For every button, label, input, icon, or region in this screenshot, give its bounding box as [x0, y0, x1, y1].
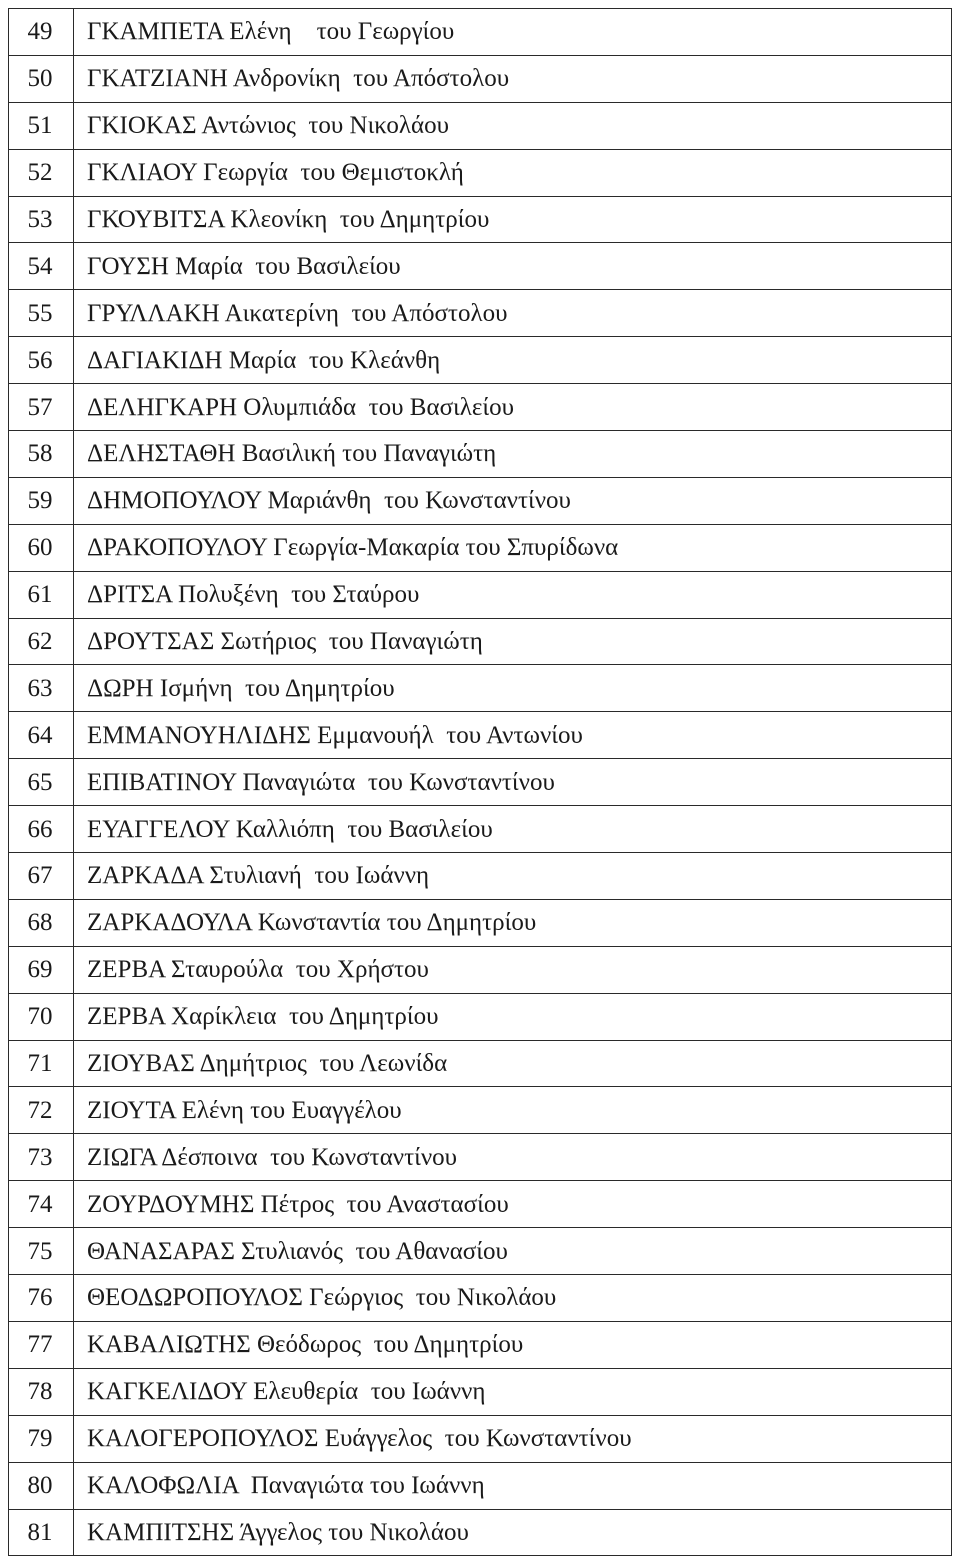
table-row: [9, 1321, 952, 1368]
table-row: [9, 1275, 952, 1322]
row-number: 58: [9, 431, 74, 478]
row-number: 73: [9, 1134, 74, 1181]
person-name: ΖΙΟΥΒΑΣ Δημήτριος του Λεωνίδα: [74, 1040, 952, 1087]
row-number: 65: [9, 759, 74, 806]
table-row: [9, 1462, 952, 1509]
table-row: [9, 384, 952, 431]
table-row: [9, 524, 952, 571]
table-row: [9, 196, 952, 243]
table-row: [9, 149, 952, 196]
person-name: ΔΩΡΗ Ισμήνη του Δημητρίου: [74, 665, 952, 712]
row-number: 53: [9, 196, 74, 243]
row-number: 72: [9, 1087, 74, 1134]
person-name: ΖΕΡΒΑ Χαρίκλεια του Δημητρίου: [74, 993, 952, 1040]
person-name: ΖΙΩΓΑ Δέσποινα του Κωνσταντίνου: [74, 1134, 952, 1181]
row-number: 66: [9, 806, 74, 853]
table-row: [9, 806, 952, 853]
person-name: ΓΚΛΙΑΟΥ Γεωργία του Θεμιστοκλή: [74, 149, 952, 196]
table-row: [9, 290, 952, 337]
person-name: ΖΕΡΒΑ Σταυρούλα του Χρήστου: [74, 946, 952, 993]
row-number: 51: [9, 102, 74, 149]
row-number: 78: [9, 1368, 74, 1415]
row-number: 75: [9, 1228, 74, 1275]
table-row: [9, 1509, 952, 1556]
row-number: 74: [9, 1181, 74, 1228]
table-row: [9, 102, 952, 149]
person-name: ΖΟΥΡΔΟΥΜΗΣ Πέτρος του Αναστασίου: [74, 1181, 952, 1228]
row-number: 50: [9, 55, 74, 102]
table-row: [9, 665, 952, 712]
table-row: [9, 853, 952, 900]
names-table-body: [9, 9, 952, 1556]
table-row: [9, 571, 952, 618]
row-number: 77: [9, 1321, 74, 1368]
table-row: [9, 712, 952, 759]
row-number: 54: [9, 243, 74, 290]
row-number: 62: [9, 618, 74, 665]
table-row: [9, 1415, 952, 1462]
person-name: ΓΚΙΟΚΑΣ Αντώνιος του Νικολάου: [74, 102, 952, 149]
table-row: [9, 55, 952, 102]
person-name: ΔΕΛΗΣΤΑΘΗ Βασιλική του Παναγιώτη: [74, 431, 952, 478]
row-number: 55: [9, 290, 74, 337]
person-name: ΘΕΟΔΩΡΟΠΟΥΛΟΣ Γεώργιος του Νικολάου: [74, 1275, 952, 1322]
table-row: [9, 759, 952, 806]
row-number: 63: [9, 665, 74, 712]
table-row: [9, 9, 952, 56]
names-table: [8, 8, 952, 1556]
person-name: ΓΟΥΣΗ Μαρία του Βασιλείου: [74, 243, 952, 290]
table-row: [9, 1368, 952, 1415]
person-name: ΔΗΜΟΠΟΥΛΟΥ Μαριάνθη του Κωνσταντίνου: [74, 477, 952, 524]
person-name: ΔΡΟΥΤΣΑΣ Σωτήριος του Παναγιώτη: [74, 618, 952, 665]
person-name: ΕΠΙΒΑΤΙΝΟΥ Παναγιώτα του Κωνσταντίνου: [74, 759, 952, 806]
row-number: 79: [9, 1415, 74, 1462]
row-number: 67: [9, 853, 74, 900]
person-name: ΕΜΜΑΝΟΥΗΛΙΔΗΣ Εμμανουήλ του Αντωνίου: [74, 712, 952, 759]
row-number: 56: [9, 337, 74, 384]
person-name: ΔΡΑΚΟΠΟΥΛΟΥ Γεωργία-Μακαρία του Σπυρίδωνα: [74, 524, 952, 571]
person-name: ΚΑΜΠΙΤΣΗΣ Άγγελος του Νικολάου: [74, 1509, 952, 1556]
row-number: 64: [9, 712, 74, 759]
person-name: ΓΚΑΤΖΙΑΝΗ Ανδρονίκη του Απόστολου: [74, 55, 952, 102]
row-number: 70: [9, 993, 74, 1040]
row-number: 60: [9, 524, 74, 571]
row-number: 52: [9, 149, 74, 196]
table-row: [9, 1040, 952, 1087]
table-row: [9, 337, 952, 384]
person-name: ΔΑΓΙΑΚΙΔΗ Μαρία του Κλεάνθη: [74, 337, 952, 384]
person-name: ΓΚΑΜΠΕΤΑ Ελένη του Γεωργίου: [74, 9, 952, 56]
table-row: [9, 899, 952, 946]
row-number: 80: [9, 1462, 74, 1509]
person-name: ΚΑΛΟΓΕΡΟΠΟΥΛΟΣ Ευάγγελος του Κωνσταντίνου: [74, 1415, 952, 1462]
row-number: 49: [9, 9, 74, 56]
row-number: 61: [9, 571, 74, 618]
person-name: ΖΙΟΥΤΑ Ελένη του Ευαγγέλου: [74, 1087, 952, 1134]
table-row: [9, 946, 952, 993]
row-number: 57: [9, 384, 74, 431]
row-number: 76: [9, 1275, 74, 1322]
person-name: ΓΚΟΥΒΙΤΣΑ Κλεονίκη του Δημητρίου: [74, 196, 952, 243]
table-row: [9, 1181, 952, 1228]
person-name: ΘΑΝΑΣΑΡΑΣ Στυλιανός του Αθανασίου: [74, 1228, 952, 1275]
person-name: ΓΡΥΛΛΑΚΗ Αικατερίνη του Απόστολου: [74, 290, 952, 337]
table-row: [9, 1228, 952, 1275]
table-row: [9, 431, 952, 478]
person-name: ΖΑΡΚΑΔΟΥΛΑ Κωνσταντία του Δημητρίου: [74, 899, 952, 946]
row-number: 68: [9, 899, 74, 946]
table-row: [9, 243, 952, 290]
person-name: ΚΑΓΚΕΛΙΔΟΥ Ελευθερία του Ιωάννη: [74, 1368, 952, 1415]
table-row: [9, 1087, 952, 1134]
table-row: [9, 1134, 952, 1181]
person-name: ΖΑΡΚΑΔΑ Στυλιανή του Ιωάννη: [74, 853, 952, 900]
person-name: ΚΑΛΟΦΩΛΙΑ Παναγιώτα του Ιωάννη: [74, 1462, 952, 1509]
row-number: 59: [9, 477, 74, 524]
table-row: [9, 618, 952, 665]
person-name: ΕΥΑΓΓΕΛΟΥ Καλλιόπη του Βασιλείου: [74, 806, 952, 853]
row-number: 69: [9, 946, 74, 993]
row-number: 81: [9, 1509, 74, 1556]
table-row: [9, 993, 952, 1040]
row-number: 71: [9, 1040, 74, 1087]
table-row: [9, 477, 952, 524]
person-name: ΚΑΒΑΛΙΩΤΗΣ Θεόδωρος του Δημητρίου: [74, 1321, 952, 1368]
person-name: ΔΡΙΤΣΑ Πολυξένη του Σταύρου: [74, 571, 952, 618]
person-name: ΔΕΛΗΓΚΑΡΗ Ολυμπιάδα του Βασιλείου: [74, 384, 952, 431]
